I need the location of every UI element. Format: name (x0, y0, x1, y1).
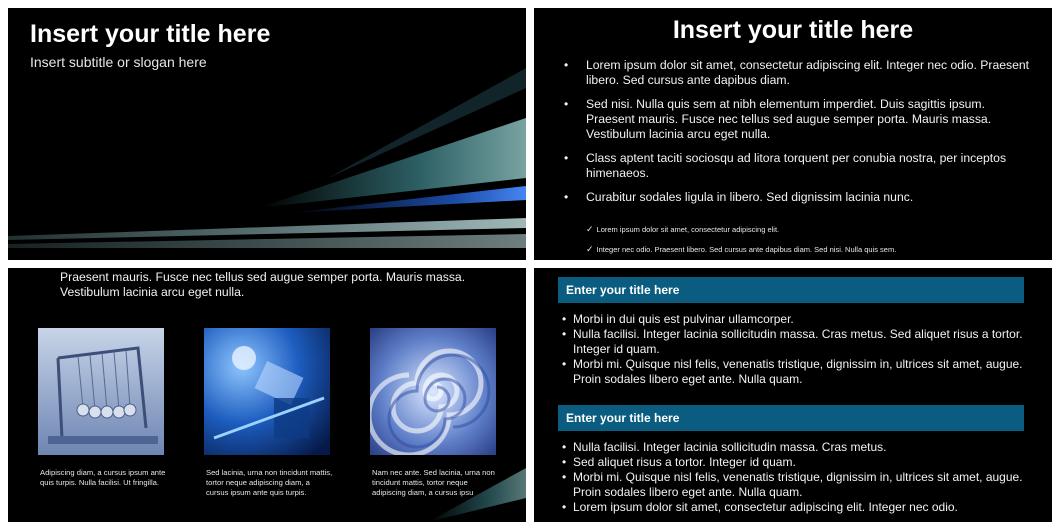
bullet-icon: • (564, 190, 569, 204)
bullet-icon: • (562, 500, 567, 514)
list-item: • Morbi mi. Quisque nisl felis, venenatis tristique, dignissim in, ultrices sit amet, augue. Proin sodales libero eget ante. Nulla quam. (562, 470, 1023, 499)
newtons-cradle-photo (38, 328, 164, 455)
slide-sections[interactable] (534, 268, 1052, 522)
list-item: • Nulla facilisi. Integer lacinia sollicitudin massa. Cras metus. (562, 440, 887, 454)
list-item: • Morbi in dui quis est pulvinar ullamcorper. (562, 312, 794, 326)
bullet-list (562, 440, 1032, 515)
image-caption: Adipiscing diam, a cursus ipsum ante quis turpis. Nulla facilisi. Ut fringilla. (40, 468, 166, 487)
slide-title-heading: Insert your title here (30, 20, 271, 48)
slide-bullets[interactable] (534, 8, 1052, 260)
section-heading: Enter your title here (566, 411, 680, 425)
slide-title[interactable] (8, 8, 526, 260)
bullet-icon: • (562, 470, 567, 484)
list-item: ✓ Integer nec odio. Praesent libero. Sed cursus ante dapibus diam. Sed nisi. Nulla quis sem. (586, 244, 897, 254)
list-item: • Nulla facilisi. Integer lacinia sollicitudin massa. Cras metus. Sed aliquet risus a tortor. Integer id quam. (562, 327, 1023, 356)
slide-heading: Insert your title here (672, 16, 914, 44)
slide-subtitle: Insert subtitle or slogan here (30, 54, 207, 70)
list-item: • Curabitur sodales ligula in libero. Sed dignissim lacinia nunc. (564, 190, 914, 204)
optics-equipment-photo (204, 328, 330, 455)
bullet-icon: • (562, 312, 567, 326)
list-item: • Sed nisi. Nulla quis sem at nibh elementum imperdiet. Duis sagittis ipsum. Praesent mauris. Fusce nec tellus sed augue semper porta. Mauris massa. Vestibulum lacinia arcu eget nulla. (564, 97, 992, 141)
list-item: ✓ Lorem ipsum dolor sit amet, consectetur adipiscing elit. (586, 224, 780, 234)
list-item: • Lorem ipsum dolor sit amet, consectetur adipiscing elit. Integer nec odio. (562, 500, 958, 514)
section-heading: Enter your title here (566, 283, 680, 297)
image-caption: Nam nec ante. Sed lacinia, urna non tincidunt mattis, tortor neque adipiscing diam, a cursus ipsu (372, 468, 495, 497)
bullet-list (562, 312, 1032, 387)
slide-images[interactable] (8, 268, 526, 522)
bullet-icon: • (564, 58, 569, 72)
bullet-icon: • (562, 357, 567, 371)
intro-text: Praesent mauris. Fusce nec tellus sed augue semper porta. Mauris massa. Vestibulum lacinia arcu eget nulla. (60, 270, 466, 299)
bullet-list (564, 58, 1034, 214)
bullet-icon: • (562, 440, 567, 454)
bullet-icon: • (564, 151, 569, 165)
list-item: • Class aptent taciti sociosqu ad litora torquent per conubia nostra, per inceptos himenaeos. (564, 151, 1007, 180)
image-caption: Sed lacinia, urna non tincidunt mattis, tortor neque adipiscing diam, a cursus ipsum ante quis turpis. (206, 468, 333, 497)
list-item: • Morbi mi. Quisque nisl felis, venenatis tristique, dignissim in, ultrices sit amet, augue. Proin sodales libero eget ante. Nulla quam. (562, 357, 1023, 386)
section-heading-bar (558, 405, 1024, 431)
checkmark-icon: ✓ (586, 224, 594, 234)
sub-bullet-list (586, 224, 1036, 255)
bullet-icon: • (562, 327, 567, 341)
swirl-photo (370, 328, 496, 455)
list-item: • Lorem ipsum dolor sit amet, consectetur adipiscing elit. Integer nec odio. Praesent libero. Sed cursus ante dapibus diam. (564, 58, 1030, 87)
section-heading-bar (558, 277, 1024, 303)
bullet-icon: • (562, 455, 567, 469)
checkmark-icon: ✓ (586, 244, 594, 254)
bullet-icon: • (564, 97, 569, 111)
list-item: • Sed aliquet risus a tortor. Integer id quam. (562, 455, 796, 469)
